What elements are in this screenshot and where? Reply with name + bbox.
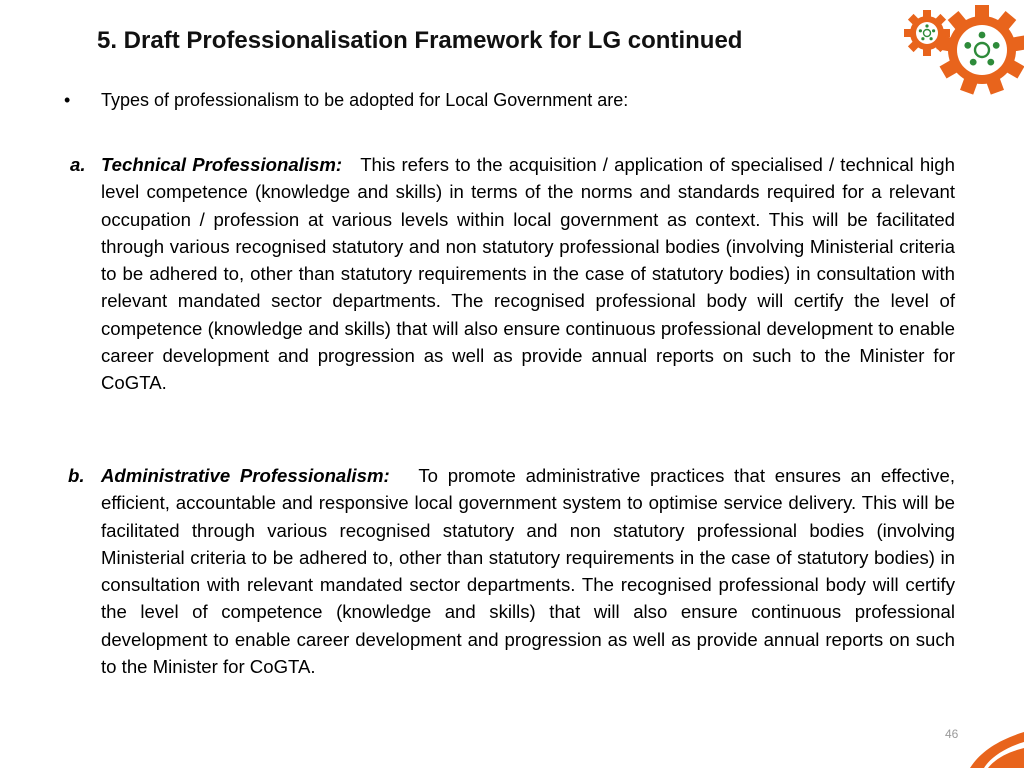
item-marker: b. — [68, 465, 85, 486]
item-term: Administrative Professionalism: — [101, 465, 390, 486]
item-body: To promote administrative practices that ensures an effective, efficient, accountable and responsive local government system to optimise service delivery. This will be facilitated through various recognised statutory and non statutory professional bodies (involving Ministerial criteria to be adhered to, other than statutory requirements in the case of statutory bodies) in consultation with relevant mandated sector departments. The recognised professional body will certify the level of competence (knowledge and skills) that will also ensure continuous professional development to enable career development and progression as well as provide annual reports on such to the Minister for CoGTA. — [101, 465, 955, 678]
slide-title: 5. Draft Professionalisation Framework for LG continued — [97, 27, 743, 54]
big-gear-logo-icon — [936, 4, 1024, 96]
intro-text: Types of professionalism to be adopted for Local Government are: — [101, 90, 629, 110]
item-term: Technical Professionalism: — [101, 154, 343, 175]
bullet-icon: • — [64, 90, 71, 110]
list-item-technical — [70, 151, 955, 397]
item-body: This refers to the acquisition / application of specialised / technical high level competence (knowledge and skills) in terms of the norms and standards required for a relevant occupation / profession at various levels within local government as context. This will be facilitated through various recognised statutory and non statutory professional bodies (involving Ministerial criteria to be adhered to, other than statutory requirements in the case of statutory bodies) in consultation with relevant mandated sector departments. The recognised professional body will certify the level of competence (knowledge and skills) that will also ensure continuous professional development to enable career development and progression as well as provide annual reports on such to the Minister for CoGTA. — [101, 154, 955, 394]
item-marker: a. — [70, 154, 86, 175]
list-item-administrative — [68, 462, 955, 680]
page-number: 46 — [945, 727, 959, 741]
